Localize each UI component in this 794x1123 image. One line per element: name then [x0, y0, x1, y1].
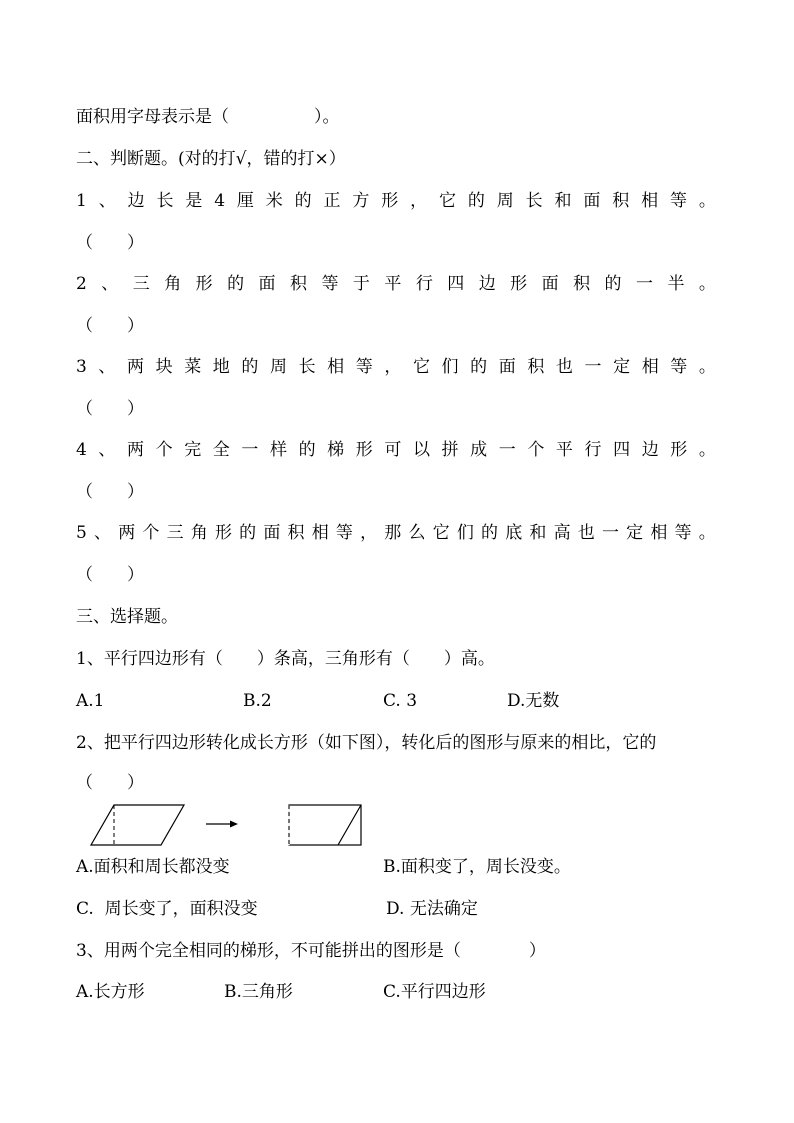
judge-char: 等: [670, 357, 688, 377]
judge-char: 成: [470, 440, 488, 460]
q2-option-d[interactable]: D. 无法确定: [386, 899, 478, 919]
judge-char: 四: [613, 440, 631, 460]
judge-char: 面: [258, 274, 276, 294]
judge-char: 么: [408, 523, 426, 543]
q1-option-a[interactable]: A.1: [76, 691, 105, 711]
judge-char: 地: [212, 357, 230, 377]
judge-char: 完: [184, 440, 202, 460]
judge-char: 、: [94, 523, 112, 543]
judge-char: 样: [269, 440, 287, 460]
judge-char: 三: [132, 274, 150, 294]
judge-char: 那: [384, 523, 402, 543]
judge-char: 边: [641, 440, 659, 460]
judge-char: 。: [698, 191, 716, 211]
judge-char: 一: [601, 523, 619, 543]
judge-char: 平: [384, 274, 402, 294]
q2-answer-blank[interactable]: （ ）: [76, 773, 144, 793]
judge-char: 面: [583, 191, 601, 211]
judge-char: 相: [327, 357, 345, 377]
judge-char: 厘: [236, 191, 254, 211]
judge-answer-4[interactable]: （ ）: [76, 482, 144, 502]
judge-char: 等: [670, 191, 688, 211]
judge-char: 等: [335, 523, 353, 543]
judge-char: 以: [412, 440, 430, 460]
judge-char: 、: [98, 191, 116, 211]
q2-option-b[interactable]: B.面积变了，周长没变。: [383, 857, 571, 877]
judge-char: 1: [76, 191, 87, 211]
judge-char: 周: [496, 191, 514, 211]
judge-char: 、: [98, 440, 116, 460]
judge-char: 定: [613, 357, 631, 377]
judge-char: 是: [185, 191, 203, 211]
judge-answer-5[interactable]: （ ）: [76, 565, 144, 585]
judge-char: 4: [214, 191, 226, 211]
judge-char: 高: [553, 523, 571, 543]
judge-char: ，: [384, 357, 402, 377]
judge-char: 等: [321, 274, 339, 294]
parallelogram-shape: [91, 805, 184, 845]
section2-heading: 二、判断题。(对的打√，错的打×）: [76, 149, 346, 169]
judge-char: 的: [298, 440, 316, 460]
judge-char: 周: [269, 357, 287, 377]
judge-char: 它: [412, 357, 430, 377]
judge-char: 方: [352, 191, 370, 211]
judge-char: 5: [76, 523, 87, 543]
judge-char: 也: [555, 357, 573, 377]
judge-char: 和: [529, 523, 547, 543]
q3-option-a[interactable]: A.长方形: [76, 982, 145, 1002]
judge-char: 可: [384, 440, 402, 460]
judge-char: 3: [76, 357, 87, 377]
judge-char: 边: [127, 191, 145, 211]
judge-char: 4: [76, 440, 87, 460]
judge-char: 个: [527, 440, 545, 460]
judge-char: 一: [241, 440, 259, 460]
q3-option-b[interactable]: B.三角形: [224, 982, 293, 1002]
choice-q1-text: 1、平行四边形有（ ）条高，三角形有（ ）高。: [76, 649, 495, 669]
judge-char: 的: [604, 274, 622, 294]
judge-char: 积: [612, 191, 630, 211]
judge-char: 相: [641, 191, 659, 211]
judge-char: 积: [573, 274, 591, 294]
judge-char: 相: [311, 523, 329, 543]
judge-char: 长: [298, 357, 316, 377]
judge-char: 和: [554, 191, 572, 211]
judge-char: 定: [626, 523, 644, 543]
judge-char: ，: [410, 191, 428, 211]
judge-char: 一: [498, 440, 516, 460]
judge-char: 等: [355, 357, 373, 377]
q1-option-c[interactable]: C. 3: [383, 691, 418, 711]
section1-tail: 面积用字母表示是（ ）。: [76, 107, 340, 127]
judge-char: 们: [456, 523, 474, 543]
choice-q3-text: 3、用两个完全相同的梯形，不可能拼出的图形是（ ）: [76, 941, 546, 961]
judge-answer-1[interactable]: （ ）: [76, 233, 144, 253]
judge-char: 三: [166, 523, 184, 543]
judge-char: 形: [670, 440, 688, 460]
judge-char: 相: [650, 523, 668, 543]
judge-char: 长: [156, 191, 174, 211]
judge-char: 积: [290, 274, 307, 294]
judge-char: ，: [360, 523, 378, 543]
judge-char: 面: [498, 357, 516, 377]
judge-char: 块: [155, 357, 173, 377]
judge-char: 拼: [441, 440, 459, 460]
judge-char: 、: [98, 357, 116, 377]
q1-option-d[interactable]: D.无数: [507, 691, 560, 711]
judge-char: 四: [447, 274, 465, 294]
judge-char: 角: [164, 274, 182, 294]
judge-char: 的: [241, 357, 259, 377]
judge-char: 们: [441, 357, 459, 377]
q2-option-c[interactable]: C. 周长变了，面积没变: [76, 899, 258, 919]
judge-char: 个: [155, 440, 173, 460]
judge-char: 2: [76, 274, 87, 294]
judge-char: 面: [541, 274, 559, 294]
section3-heading: 三、选择题。: [76, 607, 178, 627]
judge-char: 于: [352, 274, 370, 294]
judge-char: 两: [118, 523, 136, 543]
choice-q2-text: 2、把平行四边形转化成长方形（如下图），转化后的图形与原来的相比，它的: [76, 733, 657, 753]
judge-char: 形: [510, 274, 528, 294]
judge-char: 一: [635, 274, 653, 294]
judge-char: 。: [698, 357, 716, 377]
judge-char: 底: [505, 523, 523, 543]
judge-char: 两: [127, 357, 145, 377]
judge-char: 菜: [184, 357, 202, 377]
judge-char: 形: [381, 191, 399, 211]
rectangle-shape: [289, 805, 361, 845]
judge-char: 积: [527, 357, 545, 377]
judge-char: 行: [415, 274, 433, 294]
judge-char: 的: [239, 523, 257, 543]
judge-char: 的: [294, 191, 312, 211]
judge-char: 形: [355, 440, 373, 460]
arrow-icon: [206, 821, 238, 828]
q2-option-a[interactable]: A.面积和周长都没变: [76, 857, 230, 877]
judge-char: 梯: [327, 440, 345, 460]
judge-char: 正: [323, 191, 341, 211]
judge-char: 面: [263, 523, 281, 543]
q3-option-c[interactable]: C.平行四边形: [383, 982, 486, 1002]
judge-char: 它: [439, 191, 457, 211]
judge-char: 形: [214, 523, 232, 543]
judge-char: 半: [667, 274, 685, 294]
judge-char: 等: [674, 523, 692, 543]
judge-char: 角: [190, 523, 208, 543]
judge-char: 的: [227, 274, 245, 294]
judge-char: 行: [584, 440, 602, 460]
judge-char: 米: [265, 191, 283, 211]
judge-char: 的: [467, 191, 485, 211]
judge-char: 一: [584, 357, 602, 377]
judge-char: 边: [478, 274, 496, 294]
judge-char: 相: [641, 357, 659, 377]
judge-char: 。: [698, 440, 716, 460]
judge-char: 个: [142, 523, 160, 543]
judge-char: 它: [432, 523, 450, 543]
judge-char: 。: [698, 523, 716, 543]
q1-option-b[interactable]: B.2: [243, 691, 272, 711]
judge-char: 两: [127, 440, 145, 460]
judge-char: 积: [287, 523, 305, 543]
judge-char: 的: [481, 523, 499, 543]
judge-answer-3[interactable]: （ ）: [76, 399, 144, 419]
judge-char: 形: [195, 274, 213, 294]
judge-char: 、: [101, 274, 119, 294]
judge-char: 的: [470, 357, 488, 377]
judge-char: 。: [698, 274, 716, 294]
judge-char: 全: [212, 440, 230, 460]
judge-char: 平: [555, 440, 573, 460]
judge-answer-2[interactable]: （ ）: [76, 316, 144, 336]
judge-char: 长: [525, 191, 543, 211]
judge-char: 也: [577, 523, 595, 543]
